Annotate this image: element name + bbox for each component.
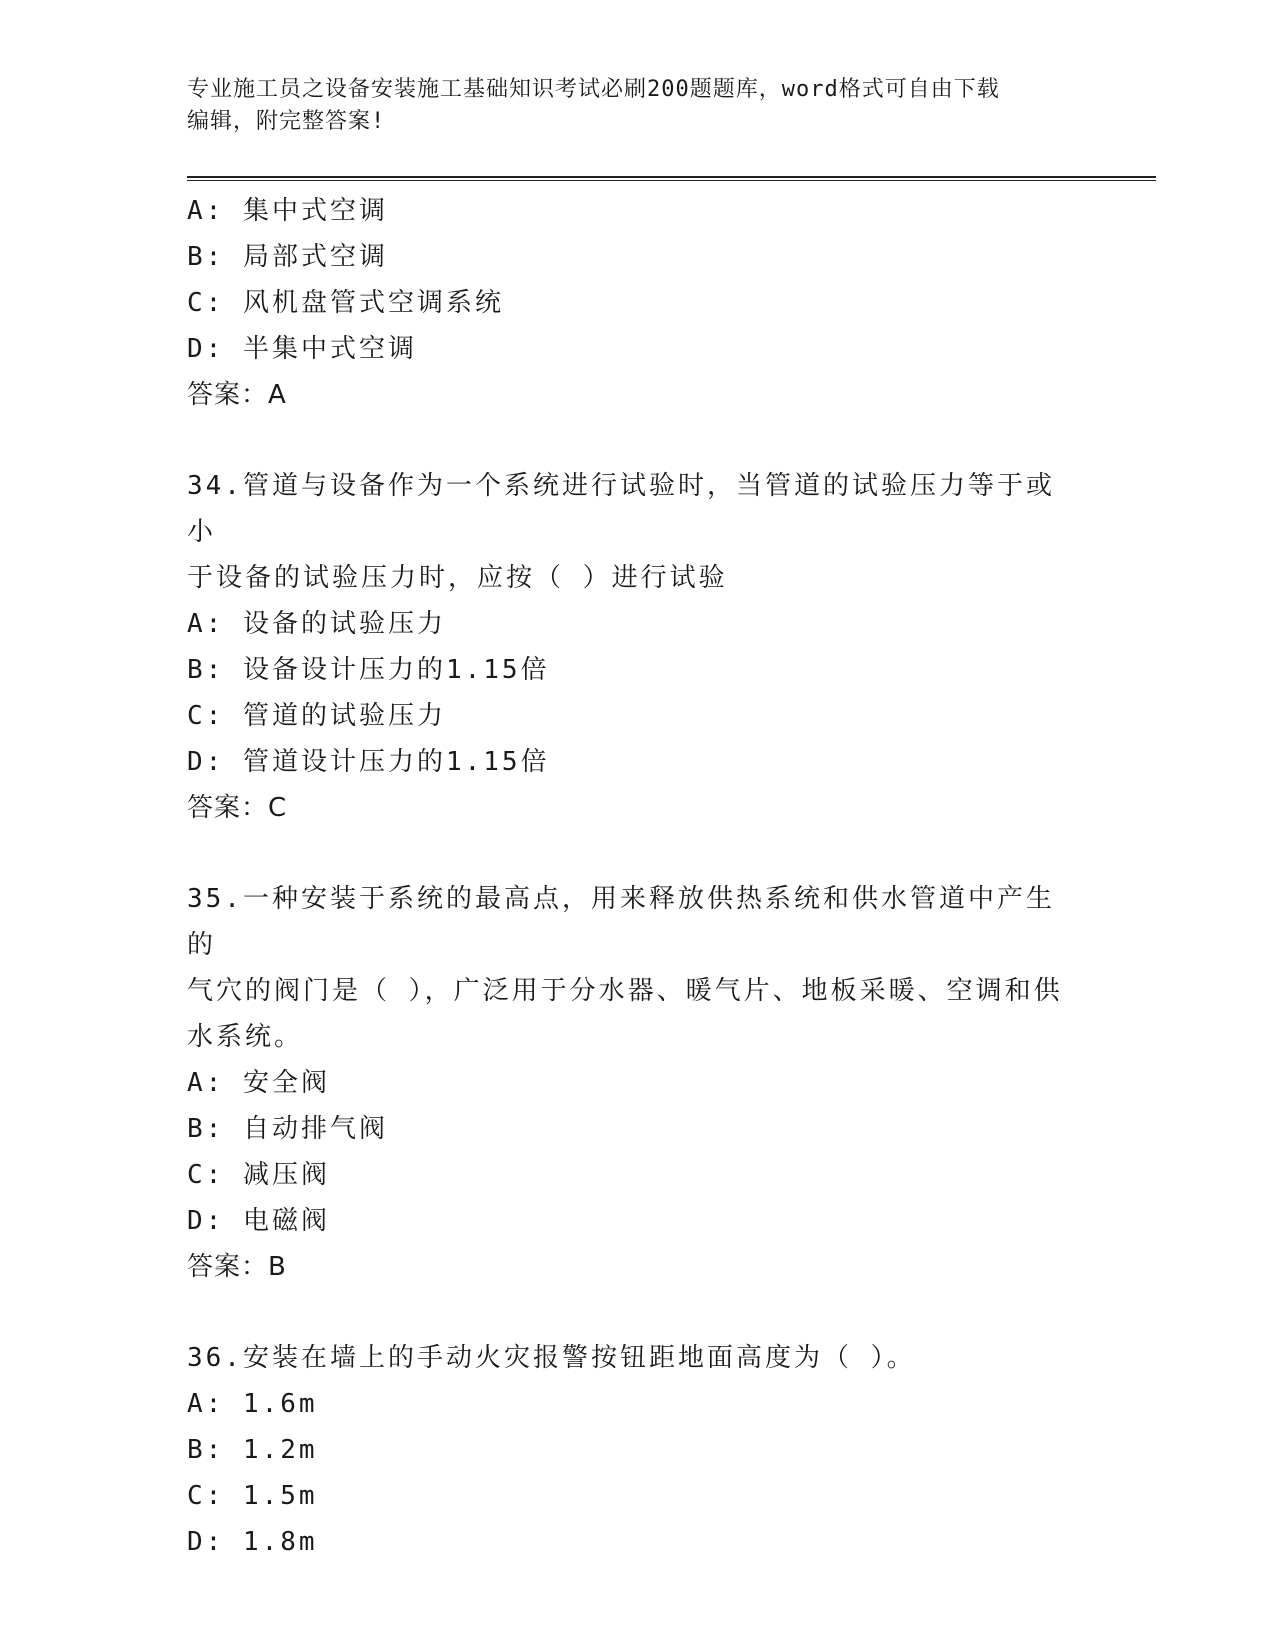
answer-33: 答案：A	[187, 380, 287, 410]
option-b: B: 自动排气阀	[187, 1114, 388, 1144]
question-34	[187, 463, 1087, 831]
question-text-line: 36.安装在墙上的手动火灾报警按钮距地面高度为（ ）。	[187, 1343, 916, 1373]
option-b: B: 设备设计压力的1.15倍	[187, 655, 550, 685]
option-d: D: 管道设计压力的1.15倍	[187, 747, 550, 777]
question-35	[187, 876, 1087, 1290]
header-line-2: 编辑，附完整答案!	[187, 109, 386, 134]
option-a: A: 设备的试验压力	[187, 609, 446, 639]
question-text	[187, 1335, 1082, 1381]
header-line-1: 专业施工员之设备安装施工基础知识考试必刷200题题库，word格式可自由下载	[187, 77, 1000, 102]
question-text	[187, 463, 1082, 601]
option-c: C: 1.5m	[187, 1481, 318, 1511]
option-a: A: 集中式空调	[187, 196, 388, 226]
question-text-line: 水系统。	[187, 1022, 304, 1052]
question-text-line: 35.一种安装于系统的最高点，用来释放供热系统和供水管道中产生的	[187, 884, 1055, 960]
option-c: C: 风机盘管式空调系统	[187, 288, 504, 318]
question-text	[187, 876, 1082, 1060]
option-b: B: 局部式空调	[187, 242, 388, 272]
question-list	[187, 188, 1087, 1565]
option-d: D: 半集中式空调	[187, 334, 417, 364]
option-d: D: 1.8m	[187, 1527, 318, 1557]
question-text-line: 气穴的阀门是（ ），广泛用于分水器、暖气片、地板采暖、空调和供	[187, 976, 1063, 1006]
option-a: A: 安全阀	[187, 1068, 330, 1098]
option-c: C: 减压阀	[187, 1160, 330, 1190]
question-33	[187, 188, 1087, 418]
answer-35: 答案：B	[187, 1252, 287, 1282]
option-d: D: 电磁阀	[187, 1206, 330, 1236]
option-b: B: 1.2m	[187, 1435, 318, 1465]
header-divider	[187, 176, 1156, 181]
answer-34: 答案：C	[187, 793, 288, 823]
page-header	[187, 74, 1067, 138]
question-36	[187, 1335, 1087, 1565]
question-text-line: 于设备的试验压力时，应按（ ）进行试验	[187, 563, 728, 593]
question-text-line: 34.管道与设备作为一个系统进行试验时，当管道的试验压力等于或小	[187, 471, 1055, 547]
option-c: C: 管道的试验压力	[187, 701, 446, 731]
option-a: A: 1.6m	[187, 1389, 318, 1419]
